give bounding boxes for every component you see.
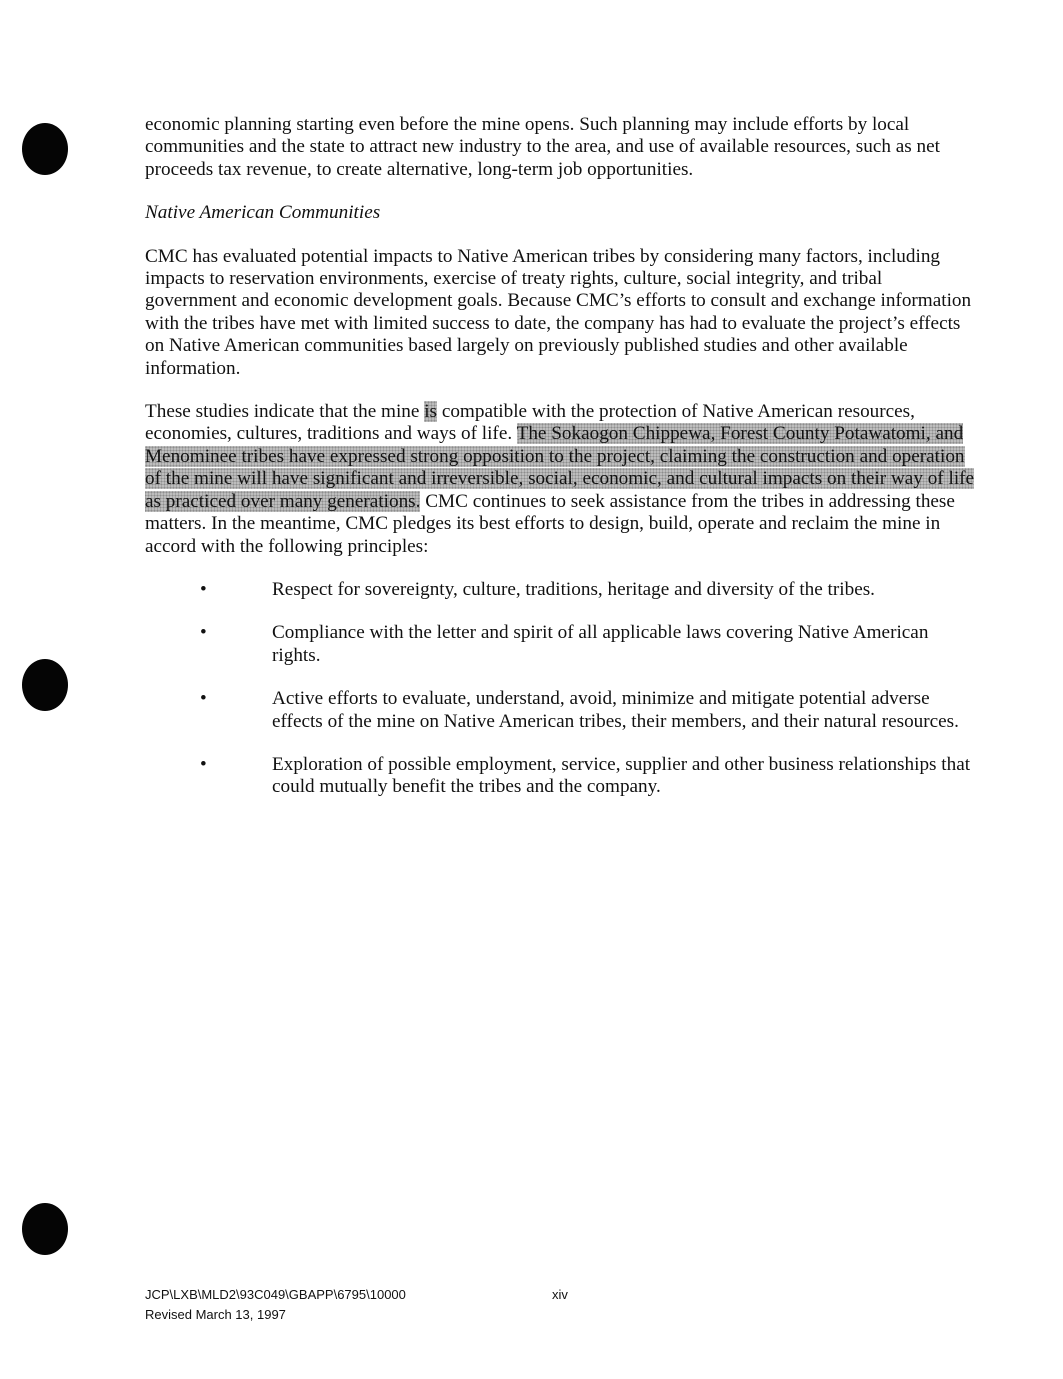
binder-hole-top bbox=[22, 123, 68, 175]
binder-hole-bottom bbox=[22, 1203, 68, 1255]
revision-date: Revised March 13, 1997 bbox=[145, 1307, 286, 1322]
highlighted-tribal-opposition: The Sokaogon Chippewa, Forest County Potawatomi, and Menominee tribes have expressed strong opposition to the project, claiming the construction and operation of the mine will have significant and irreversible, social, economic, and cultural impacts on their way of life as practiced over many generations. bbox=[145, 423, 975, 512]
studies-text-2: compatible with the protection of Native American resources, economies, cultures, traditions and ways of life. bbox=[145, 401, 915, 445]
principle-text: Exploration of possible employment, service, supplier and other business relationships that could mutually benefit the tribes and the company. bbox=[272, 753, 971, 798]
intro-paragraph: economic planning starting even before the mine opens. Such planning may include efforts by local communities and the state to attract new industry to the area, and use of available resources, such as net proceeds tax revenue, to create alternative, long-term job opportunities. bbox=[145, 114, 940, 180]
evaluation-paragraph: CMC has evaluated potential impacts to Native American tribes by considering many factors, including impacts to reservation environments, exercise of treaty rights, culture, social integrity, and tribal government and economic development goals. Because CMC’s efforts to consult and exchange information with the tribes have met with limited success to date, the company has had to evaluate the project’s effects on Native American communities based largely on previously published studies and other available information. bbox=[145, 245, 972, 379]
bullet-icon: • bbox=[200, 688, 207, 710]
bullet-icon: • bbox=[200, 753, 207, 775]
studies-paragraph bbox=[145, 401, 977, 558]
list-item bbox=[145, 754, 977, 799]
list-item bbox=[145, 622, 977, 667]
principles-list bbox=[145, 579, 977, 799]
is-word-highlight: is bbox=[424, 401, 438, 423]
section-heading: Native American Communities bbox=[145, 202, 381, 224]
bullet-icon: • bbox=[200, 578, 207, 600]
principle-text: Active efforts to evaluate, understand, avoid, minimize and mitigate potential adverse effects of the mine on Native American tribes, their members, and their natural resources. bbox=[272, 688, 959, 732]
list-item bbox=[145, 688, 977, 733]
studies-text-1: These studies indicate that the mine bbox=[145, 401, 425, 423]
footer bbox=[145, 1285, 406, 1325]
file-path: JCP\LXB\MLD2\93C049\GBAPP\6795\10000 bbox=[145, 1287, 406, 1302]
binder-hole-middle bbox=[22, 659, 68, 711]
principle-text: Respect for sovereignty, culture, traditions, heritage and diversity of the tribes. bbox=[272, 578, 875, 600]
document-body bbox=[145, 114, 977, 820]
studies-text-3: CMC continues to seek assistance from the tribes in addressing these matters. In the meantime, CMC pledges its best efforts to design, build, operate and reclaim the mine in accord with the following principles: bbox=[145, 490, 955, 557]
list-item bbox=[145, 579, 977, 601]
page-number: xiv bbox=[552, 1287, 568, 1302]
principle-text: Compliance with the letter and spirit of all applicable laws covering Native American rights. bbox=[272, 622, 929, 666]
bullet-icon: • bbox=[200, 622, 207, 644]
